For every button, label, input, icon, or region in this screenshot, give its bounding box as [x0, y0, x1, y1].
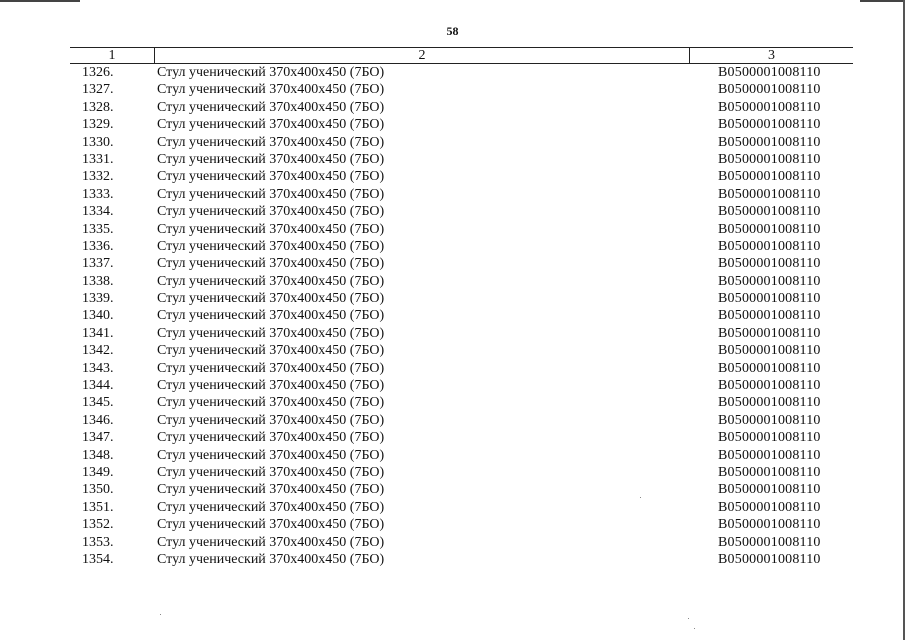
item-name: Стул ученический 370x400x450 (7БО) [157, 412, 385, 428]
inventory-table [70, 47, 853, 568]
table-row [70, 516, 853, 533]
table-row [70, 238, 853, 255]
row-number: 1333. [82, 186, 114, 202]
table-row [70, 499, 853, 516]
row-number: 1340. [82, 308, 114, 324]
row-number: 1353. [82, 534, 114, 550]
table-row [70, 64, 853, 81]
table-row [70, 203, 853, 220]
item-name: Стул ученический 370x400x450 (7БО) [157, 395, 385, 411]
row-number: 1348. [82, 447, 114, 463]
inventory-code: В0500001008110 [718, 273, 821, 289]
item-name: Стул ученический 370x400x450 (7БО) [157, 308, 385, 324]
item-name: Стул ученический 370x400x450 (7БО) [157, 517, 385, 533]
inventory-code: В0500001008110 [718, 551, 821, 567]
inventory-code: В0500001008110 [718, 395, 821, 411]
table-row [70, 116, 853, 133]
scan-speck [688, 618, 689, 619]
row-number: 1338. [82, 273, 114, 289]
scan-speck [694, 628, 695, 629]
scan-speck [640, 497, 641, 498]
table-row [70, 221, 853, 238]
item-name: Стул ученический 370x400x450 (7БО) [157, 343, 385, 359]
table-row [70, 290, 853, 307]
table-header-row [70, 47, 853, 64]
row-number: 1339. [82, 291, 114, 307]
item-name: Стул ученический 370x400x450 (7БО) [157, 204, 385, 220]
row-number: 1329. [82, 117, 114, 133]
row-number: 1354. [82, 551, 114, 567]
table-row [70, 447, 853, 464]
inventory-code: В0500001008110 [718, 99, 821, 115]
row-number: 1328. [82, 99, 114, 115]
item-name: Стул ученический 370x400x450 (7БО) [157, 291, 385, 307]
item-name: Стул ученический 370x400x450 (7БО) [157, 169, 385, 185]
inventory-code: В0500001008110 [718, 325, 821, 341]
inventory-code: В0500001008110 [718, 238, 821, 254]
table-row [70, 377, 853, 394]
item-name: Стул ученический 370x400x450 (7БО) [157, 482, 385, 498]
table-row [70, 534, 853, 551]
inventory-code: В0500001008110 [718, 378, 821, 394]
scan-speck [160, 614, 161, 615]
table-row [70, 360, 853, 377]
item-name: Стул ученический 370x400x450 (7БО) [157, 430, 385, 446]
item-name: Стул ученический 370x400x450 (7БО) [157, 151, 385, 167]
row-number: 1332. [82, 169, 114, 185]
inventory-code: В0500001008110 [718, 186, 821, 202]
inventory-code: В0500001008110 [718, 291, 821, 307]
row-number: 1349. [82, 464, 114, 480]
item-name: Стул ученический 370x400x450 (7БО) [157, 186, 385, 202]
item-name: Стул ученический 370x400x450 (7БО) [157, 551, 385, 567]
column-header-3: 3 [768, 48, 775, 63]
item-name: Стул ученический 370x400x450 (7БО) [157, 221, 385, 237]
item-name: Стул ученический 370x400x450 (7БО) [157, 325, 385, 341]
table-row [70, 342, 853, 359]
item-name: Стул ученический 370x400x450 (7БО) [157, 447, 385, 463]
item-name: Стул ученический 370x400x450 (7БО) [157, 273, 385, 289]
inventory-code: В0500001008110 [718, 65, 821, 80]
row-number: 1352. [82, 517, 114, 533]
table-row [70, 99, 853, 116]
inventory-code: В0500001008110 [718, 464, 821, 480]
inventory-code: В0500001008110 [718, 360, 821, 376]
row-number: 1347. [82, 430, 114, 446]
inventory-code: В0500001008110 [718, 134, 821, 150]
row-number: 1342. [82, 343, 114, 359]
page-number: 58 [446, 24, 459, 38]
item-name: Стул ученический 370x400x450 (7БО) [157, 499, 385, 515]
column-header-2: 2 [155, 48, 690, 63]
row-number: 1327. [82, 82, 114, 98]
scan-edge-top [0, 0, 905, 2]
row-number: 1345. [82, 395, 114, 411]
item-name: Стул ученический 370x400x450 (7БО) [157, 534, 385, 550]
item-name: Стул ученический 370x400x450 (7БО) [157, 99, 385, 115]
table-row [70, 151, 853, 168]
table-row [70, 412, 853, 429]
row-number: 1341. [82, 325, 114, 341]
row-number: 1335. [82, 221, 114, 237]
table-row [70, 429, 853, 446]
inventory-code: В0500001008110 [718, 482, 821, 498]
table-row [70, 186, 853, 203]
inventory-code: В0500001008110 [718, 151, 821, 167]
inventory-code: В0500001008110 [718, 343, 821, 359]
row-number: 1326. [82, 65, 114, 80]
item-name: Стул ученический 370x400x450 (7БО) [157, 378, 385, 394]
row-number: 1343. [82, 360, 114, 376]
table-row [70, 168, 853, 185]
row-number: 1330. [82, 134, 114, 150]
inventory-code: В0500001008110 [718, 204, 821, 220]
row-number: 1351. [82, 499, 114, 515]
table-row [70, 273, 853, 290]
table-row [70, 325, 853, 342]
table-body [70, 64, 853, 568]
inventory-code: В0500001008110 [718, 499, 821, 515]
table-row [70, 307, 853, 324]
row-number: 1350. [82, 482, 114, 498]
row-number: 1331. [82, 151, 114, 167]
table-row [70, 481, 853, 498]
inventory-code: В0500001008110 [718, 430, 821, 446]
item-name: Стул ученический 370x400x450 (7БО) [157, 65, 385, 80]
inventory-code: В0500001008110 [718, 534, 821, 550]
table-row [70, 255, 853, 272]
inventory-code: В0500001008110 [718, 308, 821, 324]
inventory-code: В0500001008110 [718, 256, 821, 272]
table-row [70, 551, 853, 568]
inventory-code: В0500001008110 [718, 447, 821, 463]
table-row [70, 464, 853, 481]
row-number: 1336. [82, 238, 114, 254]
table-row [70, 394, 853, 411]
inventory-code: В0500001008110 [718, 82, 821, 98]
inventory-code: В0500001008110 [718, 169, 821, 185]
item-name: Стул ученический 370x400x450 (7БО) [157, 256, 385, 272]
item-name: Стул ученический 370x400x450 (7БО) [157, 134, 385, 150]
item-name: Стул ученический 370x400x450 (7БО) [157, 238, 385, 254]
item-name: Стул ученический 370x400x450 (7БО) [157, 117, 385, 133]
item-name: Стул ученический 370x400x450 (7БО) [157, 82, 385, 98]
row-number: 1344. [82, 378, 114, 394]
table-row [70, 81, 853, 98]
item-name: Стул ученический 370x400x450 (7БО) [157, 464, 385, 480]
column-header-1: 1 [70, 48, 155, 63]
row-number: 1334. [82, 204, 114, 220]
inventory-code: В0500001008110 [718, 517, 821, 533]
inventory-code: В0500001008110 [718, 412, 821, 428]
row-number: 1346. [82, 412, 114, 428]
table-row [70, 134, 853, 151]
inventory-code: В0500001008110 [718, 117, 821, 133]
inventory-code: В0500001008110 [718, 221, 821, 237]
row-number: 1337. [82, 256, 114, 272]
item-name: Стул ученический 370x400x450 (7БО) [157, 360, 385, 376]
